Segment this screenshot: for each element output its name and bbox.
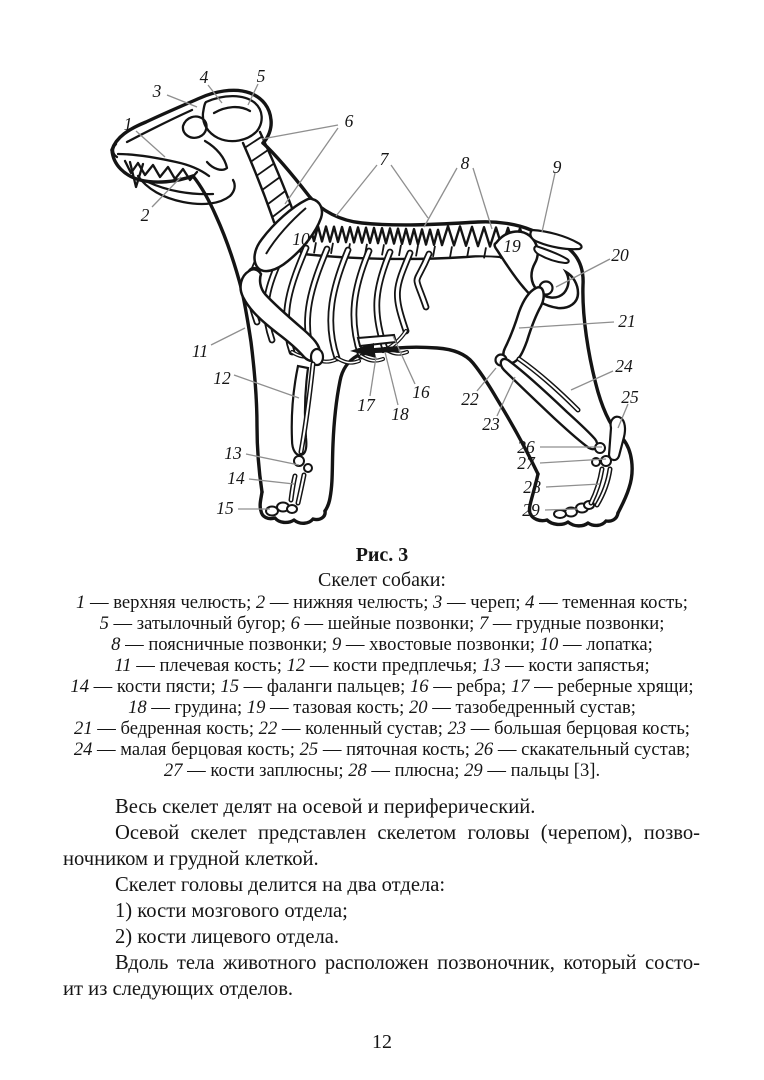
figure-label-8: 8 <box>460 153 470 173</box>
figure-caption-subtitle: Скелет собаки: <box>318 569 446 591</box>
body-paragraph <box>63 926 700 952</box>
figure-label-13: 13 <box>224 443 242 463</box>
figure-label-23: 23 <box>482 414 500 434</box>
legend-line: 14 — кости пясти; 15 — фаланги пальцев; 16 — ребра; 17 — реберные хрящи; <box>70 676 694 697</box>
figure-label-17: 17 <box>357 395 375 415</box>
skull-bones <box>113 96 262 204</box>
legend-line: 24 — малая берцовая кость; 25 — пяточная кость; 26 — скакательный сустав; <box>73 739 691 760</box>
figure-label-25: 25 <box>621 387 639 407</box>
figure-label-20: 20 <box>611 245 629 265</box>
figure-label-9: 9 <box>552 157 562 177</box>
figure-label-11: 11 <box>191 341 209 361</box>
figure-label-18: 18 <box>391 404 409 424</box>
figure-label-15: 15 <box>216 498 234 518</box>
text-line: 1) кости мозгового отдела; <box>115 900 348 922</box>
figure-label-4: 4 <box>199 67 209 87</box>
legend-line: 8 — поясничные позвонки; 9 — хвостовые позвонки; 10 — лопатка; <box>111 634 653 655</box>
legend-line: 27 — кости заплюсны; 28 — плюсна; 29 — пальцы [3]. <box>163 760 601 781</box>
figure-label-29: 29 <box>522 500 540 520</box>
text-line: Скелет головы делится на два отдела: <box>115 874 446 896</box>
figure-legend <box>0 592 764 781</box>
legend-line: 21 — бедренная кость; 22 — коленный сустав; 23 — большая берцовая кость; <box>74 718 690 739</box>
figure-label-24: 24 <box>615 356 633 376</box>
page-number: 12 <box>372 1031 392 1053</box>
text-line: ит из следующих отделов. <box>63 978 294 1000</box>
body-paragraph <box>63 952 700 1004</box>
figure-label-1: 1 <box>123 114 133 134</box>
figure-label-26: 26 <box>517 437 535 457</box>
figure-label-27: 27 <box>517 453 535 473</box>
figure-label-12: 12 <box>213 368 231 388</box>
figure-label-10: 10 <box>292 229 310 249</box>
figure-label-21: 21 <box>618 311 636 331</box>
legend-line: 11 — плечевая кость; 12 — кости предплечья; 13 — кости запястья; <box>114 655 650 676</box>
body-paragraph <box>63 822 700 874</box>
legend-line: 5 — затылочный бугор; 6 — шейные позвонки; 7 — грудные позвонки; <box>99 613 665 634</box>
figure-label-16: 16 <box>412 382 430 402</box>
figure-label-7: 7 <box>379 149 389 169</box>
text-line: Весь скелет делят на осевой и периферический. <box>115 796 536 818</box>
figure-caption-title: Рис. 3 <box>355 544 409 566</box>
legend-line: 1 — верхняя челюсть; 2 — нижняя челюсть; 3 — череп; 4 — теменная кость; <box>76 592 688 613</box>
figure-label-19: 19 <box>503 236 521 256</box>
text-line: Осевой скелет представлен скелетом головы (черепом), позво- <box>115 822 700 844</box>
body-paragraph <box>63 796 700 822</box>
figure-number-labels <box>124 66 639 520</box>
text-line: 2) кости лицевого отдела. <box>115 926 340 948</box>
text-line: ночником и грудной клеткой. <box>63 848 319 870</box>
figure-label-2: 2 <box>140 205 150 225</box>
figure-label-3: 3 <box>152 81 162 101</box>
body-text <box>63 796 700 1004</box>
legend-line: 18 — грудина; 19 — тазовая кость; 20 — тазобедренный сустав; <box>128 697 636 718</box>
figure-label-22: 22 <box>461 389 479 409</box>
figure-label-28: 28 <box>523 477 541 497</box>
body-paragraph <box>63 874 700 900</box>
figure-label-6: 6 <box>344 111 354 131</box>
text-line: Вдоль тела животного расположен позвоночник, который состо- <box>115 952 700 974</box>
figure-label-5: 5 <box>256 66 266 86</box>
figure-label-14: 14 <box>227 468 245 488</box>
body-paragraph <box>63 900 700 926</box>
